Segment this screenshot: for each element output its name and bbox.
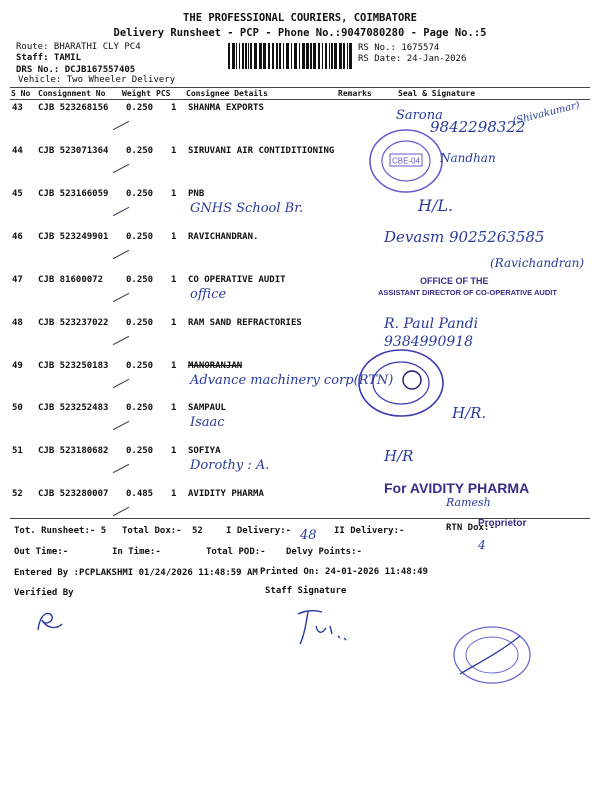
route: Route: BHARATHI CLY PC4 (16, 42, 141, 52)
i-delivery-value: 48 (300, 528, 317, 543)
col-seal: Seal & Signature (398, 89, 476, 98)
barcode-bar (299, 43, 300, 69)
row-consignee-name: CO OPERATIVE AUDIT (188, 275, 286, 285)
row-tick-mark (113, 164, 129, 173)
total-dox-value: 52 (192, 526, 203, 536)
row-pcs: 1 (171, 103, 177, 113)
drs-number: DRS No.: DCJB167557405 (16, 65, 136, 75)
printed-on: Printed On: 24-01-2026 11:48:49 (260, 567, 428, 577)
row-weight: 0.250 (126, 146, 154, 156)
col-details: Consignee Details (186, 89, 268, 98)
barcode-bar (313, 43, 316, 69)
header-rule-top (10, 87, 590, 88)
row-consignee-name: MANORANJAN (188, 361, 243, 371)
row-pcs: 1 (171, 403, 177, 413)
barcode (228, 43, 354, 69)
row-sno: 46 (12, 232, 23, 242)
row-tick-mark (113, 207, 129, 216)
row-consignment-no: CJB 523166059 (38, 189, 109, 199)
signature-46-name-phone: Devasm 9025263585 (384, 228, 545, 246)
row-weight: 0.250 (126, 103, 154, 113)
barcode-bar (268, 43, 270, 69)
svg-text:CBE-04: CBE-04 (391, 156, 421, 166)
row-sno: 49 (12, 361, 23, 371)
barcode-bar (228, 43, 230, 69)
totals-rule (10, 518, 590, 519)
barcode-bar (310, 43, 312, 69)
total-dox-label: Total Dox:- (122, 526, 182, 536)
signature-43-name: Sarona (396, 108, 443, 123)
row-sno: 47 (12, 275, 23, 285)
barcode-bar (242, 43, 244, 69)
row-pcs: 1 (171, 275, 177, 285)
row-consignment-no: CJB 523071364 (38, 146, 109, 156)
row-pcs: 1 (171, 232, 177, 242)
barcode-bar (331, 43, 333, 69)
proprietor-stamp: Proprietor (478, 518, 527, 529)
advance-machinery-round-stamp (354, 346, 448, 420)
row-sno: 43 (12, 103, 23, 113)
row-sno: 51 (12, 446, 23, 456)
company-title: THE PROFESSIONAL COURIERS, COIMBATORE (183, 12, 417, 24)
barcode-bar (349, 43, 352, 69)
row-weight: 0.250 (126, 232, 154, 242)
barcode-bar (286, 43, 289, 69)
row-weight: 0.250 (126, 446, 154, 456)
row-sno: 44 (12, 146, 23, 156)
signature-48-phone: 9384990918 (384, 334, 474, 350)
ii-delivery-label: II Delivery:- (334, 526, 405, 536)
row-sno: 45 (12, 189, 23, 199)
delivery-points: Delvy Points:- (286, 547, 362, 557)
rs-number: RS No.: 1675574 (358, 43, 440, 53)
row-tick-mark (113, 464, 129, 473)
staff-signature-mark (292, 604, 362, 648)
signature-44: Nandhan (440, 151, 496, 165)
row-pcs: 1 (171, 146, 177, 156)
staff: Staff: TAMIL (16, 53, 82, 63)
barcode-bar (325, 43, 327, 69)
row-weight: 0.250 (126, 189, 154, 199)
entered-by: Entered By :PCPLAKSHMI 01/24/2026 11:48:59 AM (14, 568, 258, 578)
row-tick-mark (113, 250, 129, 259)
row-tick-mark (113, 421, 129, 430)
barcode-bar (272, 43, 274, 69)
row-consignee-name: SOFIYA (188, 446, 221, 456)
barcode-bar (232, 43, 235, 69)
barcode-bar (334, 43, 337, 69)
row-consignee-name: RAVICHANDRAN. (188, 232, 259, 242)
in-time: In Time:- (112, 547, 161, 557)
barcode-bar (250, 43, 252, 69)
audit-stamp-line1: OFFICE OF THE (420, 276, 489, 286)
barcode-bar (339, 43, 342, 69)
rtn-dox-label: RTN Dox:- (446, 523, 495, 533)
row-pcs: 1 (171, 446, 177, 456)
runsheet-subtitle: Delivery Runsheet - PCP - Phone No.:9047080280 - Page No.:5 (113, 27, 487, 39)
barcode-bar (302, 43, 305, 69)
row-tick-mark (113, 507, 129, 516)
row-tick-mark (113, 293, 129, 302)
row-consignment-no: CJB 523249901 (38, 232, 109, 242)
barcode-bar (291, 43, 292, 69)
barcode-bar (347, 43, 348, 69)
verification-round-stamp (450, 622, 534, 688)
staff-signature-label: Staff Signature (265, 586, 347, 596)
vehicle: Vehicle: Two Wheeler Delivery (18, 75, 176, 85)
row-consignee-name: SIRUVANI AIR CONTIDITIONING (188, 146, 335, 156)
barcode-bar (259, 43, 262, 69)
barcode-bar (306, 43, 309, 69)
barcode-bar (248, 43, 249, 69)
barcode-bar (318, 43, 320, 69)
barcode-bar (279, 43, 281, 69)
row-consignment-no: CJB 523252483 (38, 403, 109, 413)
row-weight: 0.250 (126, 361, 154, 371)
signature-52: Ramesh (446, 496, 491, 509)
row-pcs: 1 (171, 489, 177, 499)
barcode-bar (343, 43, 345, 69)
row-consignment-no: CJB 523180682 (38, 446, 109, 456)
col-remarks: Remarks (338, 89, 372, 98)
row-consignee-name: SHANMA EXPORTS (188, 103, 264, 113)
row-consignment-no: CJB 523268156 (38, 103, 109, 113)
barcode-bar (236, 43, 237, 69)
row-handwritten-note: GNHS School Br. (190, 201, 304, 216)
signature-43-person: (Shivakumar) (511, 99, 581, 128)
row-pcs: 1 (171, 189, 177, 199)
row-consignment-no: CJB 81600072 (38, 275, 104, 285)
barcode-bar (322, 43, 323, 69)
col-weight: Weight (122, 89, 151, 98)
barcode-bar (263, 43, 266, 69)
row-consignee-name: PNB (188, 189, 205, 199)
row-consignee-name: AVIDITY PHARMA (188, 489, 264, 499)
rs-date: RS Date: 24-Jan-2026 (358, 54, 467, 64)
row-weight: 0.485 (126, 489, 154, 499)
row-consignee-name: SAMPAUL (188, 403, 226, 413)
col-pcs: PCS (156, 89, 171, 98)
col-sno: S No (11, 89, 31, 98)
row-handwritten-note: Advance machinery corp(RTN) (190, 373, 394, 388)
signature-48-name: R. Paul Pandi (384, 316, 479, 332)
audit-stamp-line2: ASSISTANT DIRECTOR OF CO-OPERATIVE AUDIT (378, 288, 557, 297)
row-tick-mark (113, 121, 129, 130)
row-pcs: 1 (171, 361, 177, 371)
barcode-bar (276, 43, 278, 69)
row-weight: 0.250 (126, 403, 154, 413)
rtn-dox-value: 4 (478, 538, 486, 552)
signature-51: H/R (384, 447, 414, 465)
row-pcs: 1 (171, 318, 177, 328)
header-rule-bottom (10, 99, 590, 100)
signature-50: H/R. (452, 404, 487, 422)
barcode-bar (283, 43, 284, 69)
total-pod: Total POD:- (206, 547, 266, 557)
row-handwritten-note: office (190, 287, 227, 302)
row-handwritten-note: Dorothy : A. (190, 458, 270, 473)
barcode-bar (294, 43, 297, 69)
out-time: Out Time:- (14, 547, 69, 557)
barcode-bar (239, 43, 240, 69)
cbe-round-stamp (366, 126, 446, 196)
row-tick-mark (113, 379, 129, 388)
row-consignment-no: CJB 523250183 (38, 361, 109, 371)
row-sno: 50 (12, 403, 23, 413)
row-sno: 52 (12, 489, 23, 499)
row-sno: 48 (12, 318, 23, 328)
signature-46-person: (Ravichandran) (490, 256, 585, 270)
signature-43-phone: 9842298322 (430, 118, 526, 136)
barcode-bar (245, 43, 247, 69)
row-weight: 0.250 (126, 318, 154, 328)
row-consignment-no: CJB 523280007 (38, 489, 109, 499)
row-consignment-no: CJB 523237022 (38, 318, 109, 328)
row-tick-mark (113, 336, 129, 345)
col-consignment: Consignment No (38, 89, 106, 98)
verified-by-label: Verified By (14, 588, 74, 598)
i-delivery-label: I Delivery:- (226, 526, 292, 536)
avidity-pharma-stamp: For AVIDITY PHARMA (384, 480, 530, 496)
signature-45: H/L. (418, 196, 454, 215)
row-consignee-name: RAM SAND REFRACTORIES (188, 318, 302, 328)
total-runsheet: Tot. Runsheet:- 5 (14, 526, 107, 536)
verified-by-signature-mark (30, 604, 70, 634)
barcode-bar (254, 43, 257, 69)
row-weight: 0.250 (126, 275, 154, 285)
barcode-bar (329, 43, 330, 69)
row-handwritten-note: Isaac (190, 415, 225, 430)
